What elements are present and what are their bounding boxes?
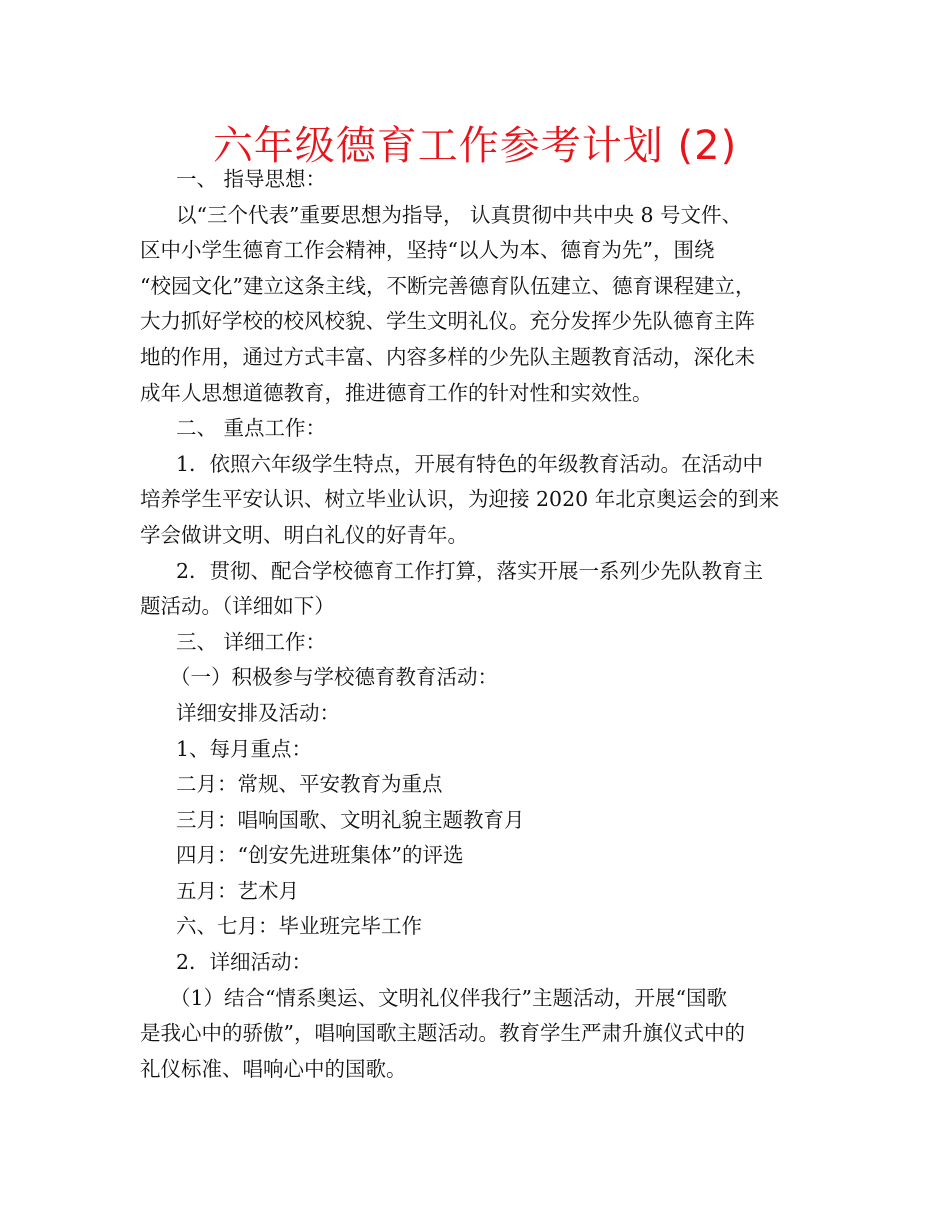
- arrangement-heading: 详细安排及活动：: [176, 700, 340, 725]
- paragraph-line: 学会做讲文明、明白礼仪的好青年。: [140, 522, 468, 547]
- document-body: [140, 162, 830, 1087]
- paragraph-line: 礼仪标准、唱响心中的国歌。: [140, 1056, 407, 1081]
- paragraph-line: 以“三个代表”重要思想为指导， 认真贯彻中共中央 8 号文件、: [176, 202, 743, 227]
- section1-paragraph: [140, 198, 830, 412]
- paragraph-line: 题活动。（详细如下）: [140, 594, 335, 619]
- list-item: 二月：常规、平安教育为重点: [176, 772, 443, 797]
- section2-heading: 二、 重点工作：: [176, 416, 327, 441]
- section3-subheading: （一）积极参与学校德育教育活动：: [170, 665, 498, 690]
- paragraph-line: 是我心中的骄傲”，唱响国歌主题活动。教育学生严肃升旗仪式中的: [140, 1021, 745, 1046]
- section1-heading: 一、 指导思想：: [176, 167, 327, 191]
- paragraph-line: 地的作用，通过方式丰富、内容多样的少先队主题教育活动，深化未: [140, 344, 755, 369]
- paragraph-line: “校园文化”建立这条主线，不断完善德育队伍建立、德育课程建立，: [140, 273, 756, 298]
- section2-item-2: [140, 554, 830, 625]
- monthly-focus-list: [140, 767, 830, 945]
- section2-item-1: [140, 447, 830, 554]
- paragraph-line: 区中小学生德育工作会精神，坚持“以人为本、德育为先”，围绕: [140, 238, 715, 263]
- list-item: 四月：“创安先进班集体”的评选: [176, 843, 464, 868]
- paragraph-line: 大力抓好学校的校风校貌、学生文明礼仪。充分发挥少先队德育主阵: [140, 309, 755, 334]
- paragraph-line: （1）结合“情系奥运、文明礼仪伴我行”主题活动，开展“国歌: [170, 985, 727, 1010]
- list-item: 六、七月：毕业班完毕工作: [176, 914, 422, 939]
- list-item: 五月：艺术月: [176, 878, 299, 903]
- activity-1-paragraph: [140, 981, 830, 1088]
- section3-heading: 三、 详细工作：: [176, 629, 327, 654]
- paragraph-line: 1．依照六年级学生特点，开展有特色的年级教育活动。在活动中: [176, 451, 764, 476]
- document-title: 六年级德育工作参考计划 (2): [212, 123, 738, 169]
- monthly-focus-heading: 1、每月重点：: [176, 736, 313, 761]
- list-item: 三月：唱响国歌、文明礼貌主题教育月: [176, 807, 525, 832]
- paragraph-line: 培养学生平安认识、树立毕业认识，为迎接 2020 年北京奥运会的到来: [140, 487, 780, 512]
- activities-heading: 2．详细活动：: [176, 950, 313, 975]
- paragraph-line: 成年人思想道德教育，推进德育工作的针对性和实效性。: [140, 380, 653, 405]
- paragraph-line: 2．贯彻、配合学校德育工作打算，落实开展一系列少先队教育主: [176, 558, 764, 583]
